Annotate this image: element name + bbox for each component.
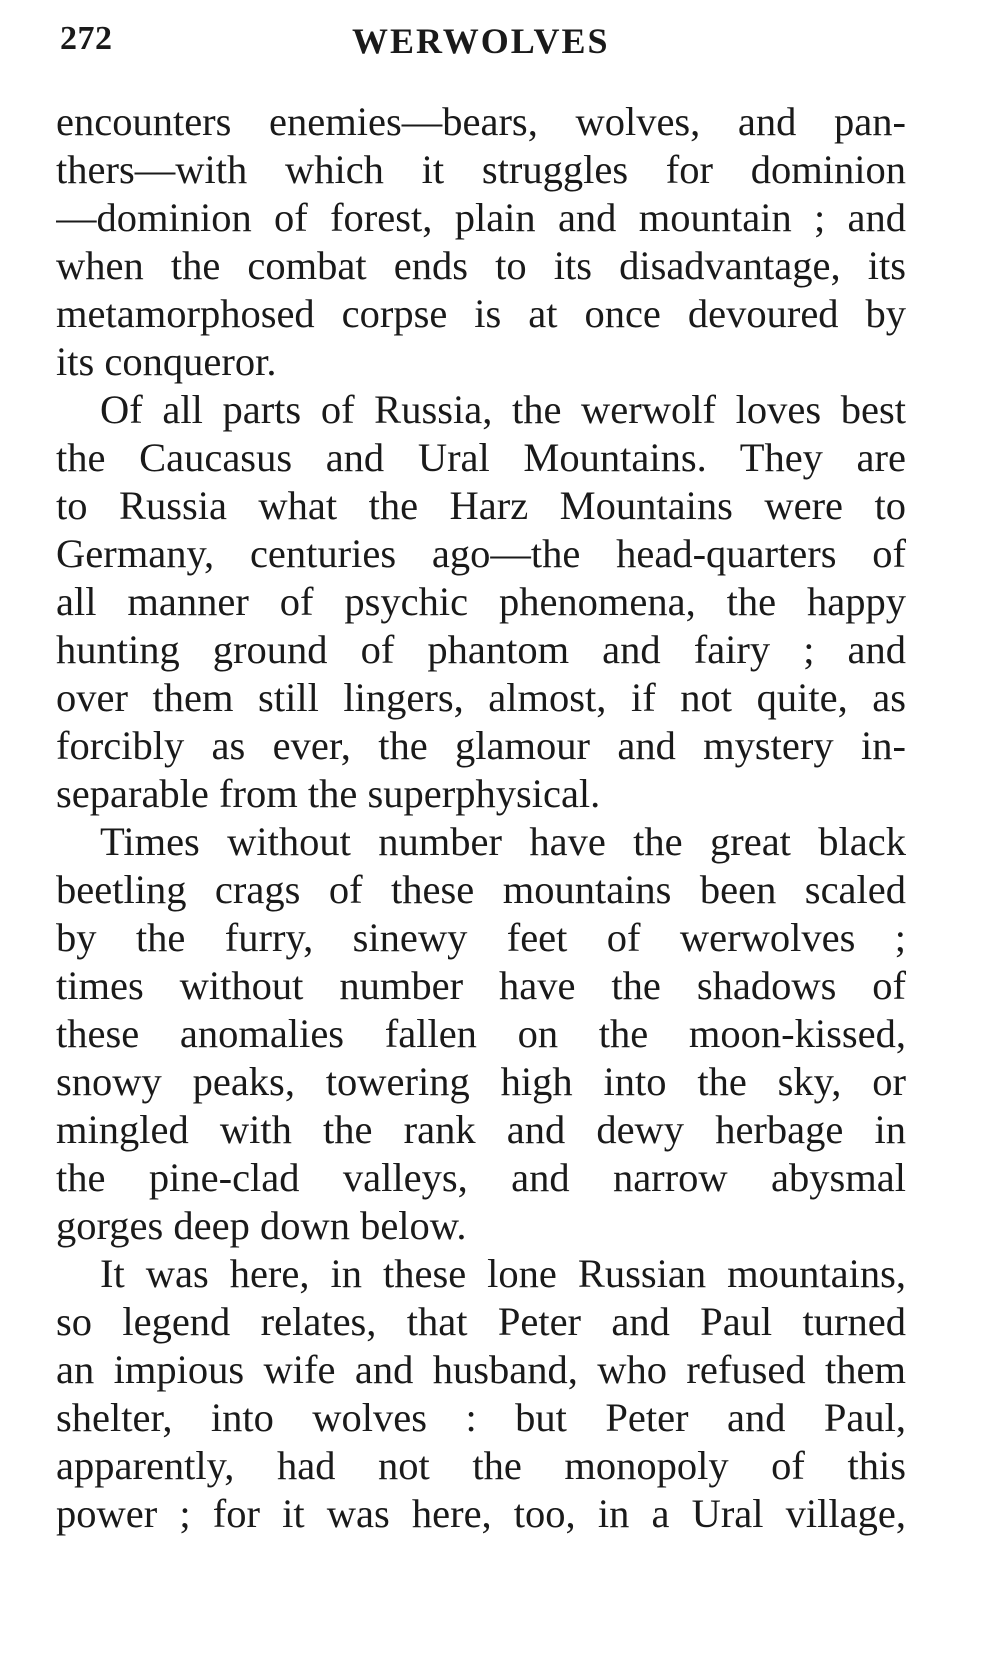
paragraph-first-line: It was here, in these lone Russian mountains, [100,1251,906,1296]
text-line: —dominion of forest, plain and mountain ; and [56,195,906,240]
text-line: times without number have the shadows of [56,963,906,1008]
paragraph-first-line: Times without number have the great black [100,819,906,864]
running-title: WERWOLVES [352,21,610,61]
paragraph-end-line: gorges deep down below. [56,1203,467,1248]
text-line: the Caucasus and Ural Mountains. They are [56,435,906,480]
text-line: hunting ground of phantom and fairy ; and [56,627,906,672]
text-line: shelter, into wolves : but Peter and Paul, [56,1395,906,1440]
text-line: Germany, centuries ago—the head-quarters of [56,531,906,576]
text-line: mingled with the rank and dewy herbage in [56,1107,906,1152]
text-line: when the combat ends to its disadvantage, its [56,243,906,288]
text-line: by the furry, sinewy feet of werwolves ; [56,915,906,960]
running-head [60,14,910,70]
text-line: to Russia what the Harz Mountains were to [56,483,906,528]
text-line: the pine-clad valleys, and narrow abysmal [56,1155,906,1200]
body-text [56,98,906,1538]
text-line: metamorphosed corpse is at once devoured by [56,291,906,336]
paragraph-end-line: separable from the superphysical. [56,771,601,816]
text-line: thers—with which it struggles for dominion [56,147,906,192]
text-line: encounters enemies—bears, wolves, and pan- [56,99,906,144]
text-line: power ; for it was here, too, in a Ural village, [56,1491,906,1536]
text-line: snowy peaks, towering high into the sky, or [56,1059,906,1104]
text-line: apparently, had not the monopoly of this [56,1443,906,1488]
paragraph-end-line: its conqueror. [56,339,277,384]
text-line: all manner of psychic phenomena, the happy [56,579,906,624]
text-line: beetling crags of these mountains been scaled [56,867,906,912]
text-line: these anomalies fallen on the moon-kissed, [56,1011,906,1056]
paragraph-first-line: Of all parts of Russia, the werwolf loves best [100,387,906,432]
page-number: 272 [60,20,113,57]
text-line: an impious wife and husband, who refused them [56,1347,906,1392]
text-line: so legend relates, that Peter and Paul turned [56,1299,906,1344]
text-line: over them still lingers, almost, if not quite, as [56,675,906,720]
text-line: forcibly as ever, the glamour and mystery in- [56,723,906,768]
